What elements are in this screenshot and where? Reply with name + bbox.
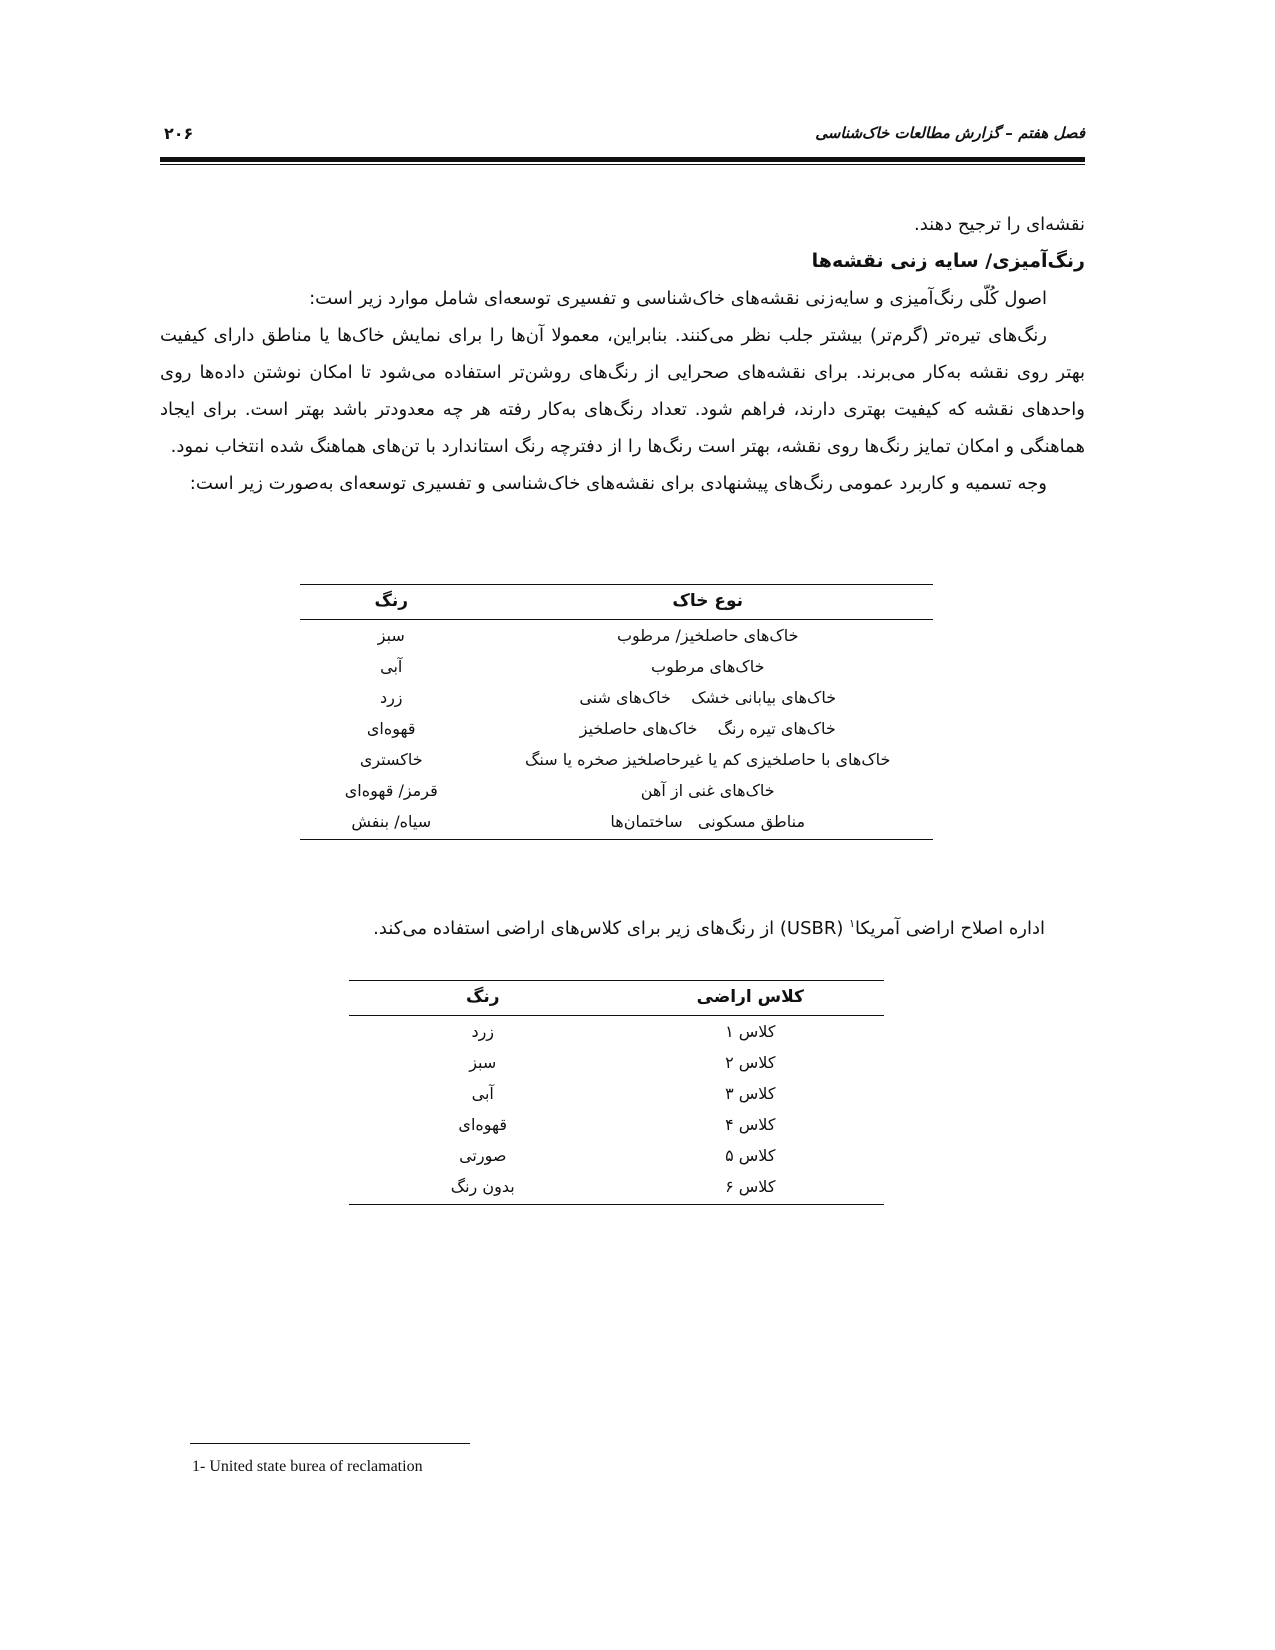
paragraph-principles: اصول کُلّی رنگ‌آمیزی و سایه‌زنی نقشه‌های خاک‌شناسی و تفسیری توسعه‌ای شامل موارد زیر است: (309, 288, 1047, 309)
cell-color: بدون رنگ (349, 1171, 617, 1205)
chapter-title: فصل هفتم – گزارش مطالعات خاک‌شناسی (815, 124, 1085, 142)
usbr-paragraph (373, 917, 1045, 939)
running-head (160, 124, 1085, 154)
page-number: ۲۰۶ (164, 124, 194, 143)
cell-soil-type: خاک‌های غنی از آهن (640, 781, 775, 800)
soil-color-table (300, 584, 933, 840)
cell-land-class: کلاس ۱ (725, 1022, 776, 1041)
cell-color: آبی (380, 657, 403, 676)
column-header-color: رنگ (300, 585, 482, 620)
cell-land-class: کلاس ۴ (725, 1115, 776, 1134)
land-class-color-table (349, 980, 884, 1205)
cell-soil-type: خاک‌های حاصلخیز/ مرطوب (616, 626, 799, 645)
cell-color: سبز (377, 626, 405, 645)
cell-color: سیاه/ بنفش (300, 806, 482, 840)
cell-color: آبی (471, 1084, 494, 1103)
table-row (349, 1016, 884, 1048)
table-row (349, 1078, 884, 1109)
table-row (300, 651, 933, 682)
header-rule-thick (160, 157, 1085, 162)
table-header-row (300, 585, 933, 620)
footnote-marker: ۱ (849, 917, 856, 930)
table-row (300, 806, 933, 840)
footnote-rule (190, 1443, 470, 1444)
cell-soil-type: خاک‌های تیره رنگ خاک‌های حاصلخیز (579, 719, 836, 738)
cell-land-class: کلاس ۲ (725, 1053, 776, 1072)
cell-land-class: کلاس ۶ (617, 1171, 885, 1205)
table-row (349, 1109, 884, 1140)
body-text (160, 206, 1085, 502)
table-row (300, 682, 933, 713)
section-heading: رنگ‌آمیزی/ سایه زنی نقشه‌ها (811, 250, 1085, 272)
usbr-text-before: اداره اصلاح اراضی آمریکا (855, 918, 1045, 939)
footnote: 1- United state burea of reclamation (192, 1458, 423, 1475)
table-row (349, 1047, 884, 1078)
table-header-row (349, 981, 884, 1016)
cell-land-class: کلاس ۳ (725, 1084, 776, 1103)
cell-soil-type: مناطق مسکونی ساختمان‌ها (482, 806, 933, 840)
column-header-soil-type: نوع خاک (482, 585, 933, 620)
paragraph-intro: نقشه‌ای را ترجیح دهند. (914, 214, 1085, 235)
column-header-land-class: کلاس اراضی (617, 981, 885, 1016)
paragraph-naming: وجه تسمیه و کاربرد عمومی رنگ‌های پیشنهادی برای نقشه‌های خاک‌شناسی و تفسیری توسعه‌ای به‌صورت زیر است: (189, 473, 1047, 494)
cell-color: صورتی (459, 1146, 507, 1165)
table-row (300, 744, 933, 775)
table-row (300, 713, 933, 744)
cell-color: خاکستری (359, 750, 423, 769)
header-rule-thin (160, 164, 1085, 165)
cell-color: قهوه‌ای (458, 1115, 508, 1134)
paragraph-colors: رنگ‌های تیره‌تر (گرم‌تر) بیشتر جلب نظر می‌کنند. بنابراین، معمولا آن‌ها را برای نمایش خاک‌ها یا مناطق دارای کیفیت بهتر روی نقشه به‌کار می‌برند. برای نقشه‌های صحرایی از رنگ‌های روشن‌تر استفاده می‌شود تا امکان نوشتن داده‌ها روی واحدهای نقشه که کیفیت بهتری دارند، فراهم شود. تعداد رنگ‌های به‌کار رفته هر چه معدودتر باشد بهتر است. برای ایجاد هماهنگی و امکان تمایز رنگ‌ها روی نقشه، بهتر است رنگ‌ها را از دفترچه رنگ استاندارد با تن‌های هماهنگ شده انتخاب نمود. (160, 325, 1085, 457)
cell-soil-type: خاک‌های مرطوب (651, 657, 765, 676)
cell-soil-type: خاک‌های بیابانی خشک خاک‌های شنی (579, 688, 837, 707)
cell-color: زرد (471, 1022, 495, 1041)
table-row (349, 1140, 884, 1171)
column-header-color: رنگ (349, 981, 617, 1016)
table-row (300, 620, 933, 652)
cell-color: زرد (379, 688, 403, 707)
cell-color: سبز (469, 1053, 497, 1072)
cell-soil-type: خاک‌های با حاصلخیزی کم یا غیرحاصلخیز صخره یا سنگ (525, 750, 891, 769)
usbr-text-after: (USBR) از رنگ‌های زیر برای کلاس‌های اراضی استفاده می‌کند. (373, 918, 850, 939)
cell-land-class: کلاس ۵ (725, 1146, 776, 1165)
table-row (300, 775, 933, 806)
table-row (349, 1171, 884, 1205)
cell-color: قرمز/ قهوه‌ای (344, 781, 438, 800)
cell-color: قهوه‌ای (366, 719, 416, 738)
